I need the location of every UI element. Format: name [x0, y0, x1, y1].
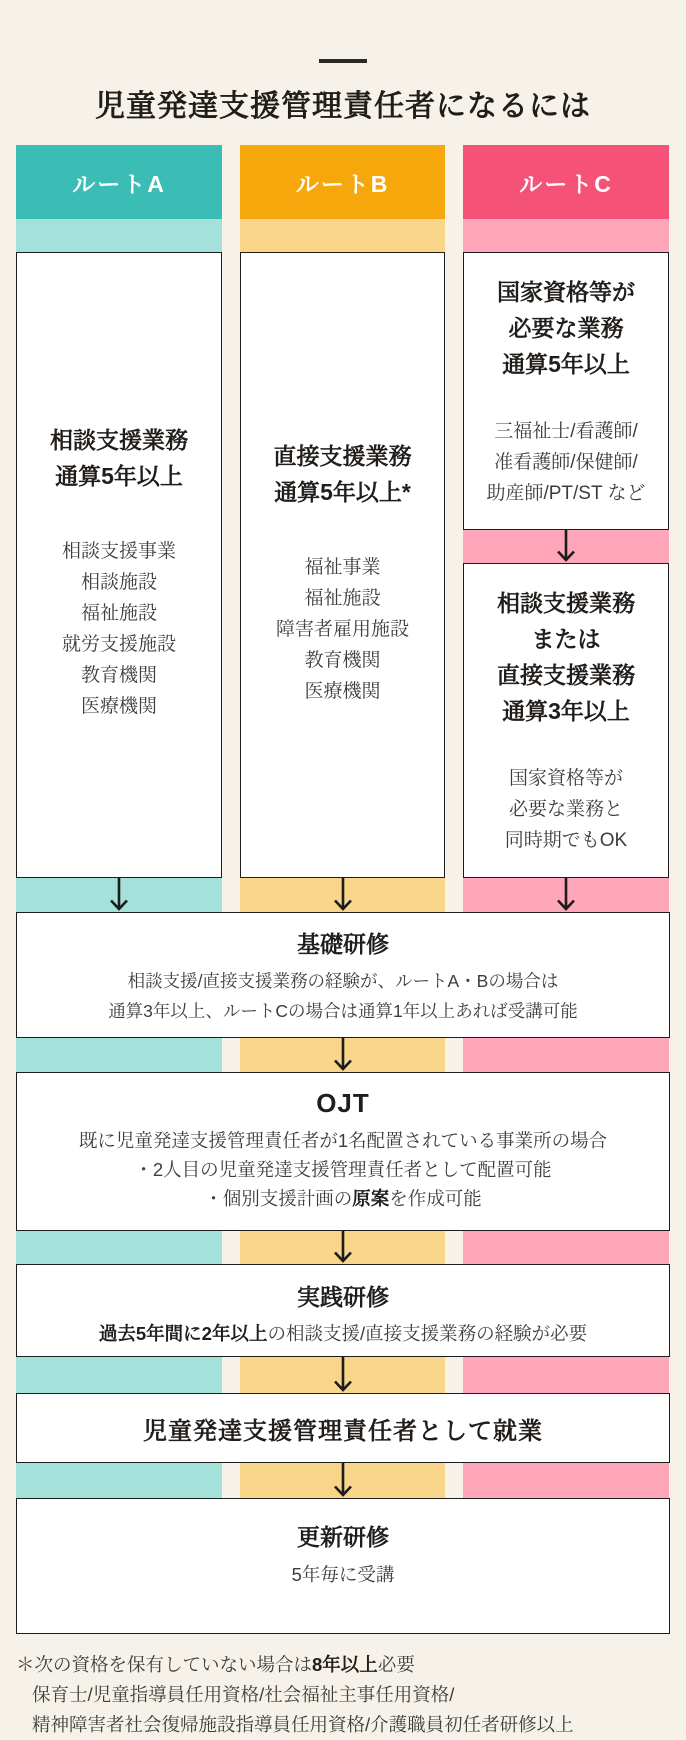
list-item: 福祉施設 [304, 587, 381, 609]
note-line: 同時期でもOK [504, 830, 628, 851]
text-segment: の相談支援/直接支援業務の経験が必要 [267, 1323, 588, 1344]
route-a-strip [16, 1357, 222, 1393]
route-c-box1-note [486, 416, 645, 509]
route-a-strip [16, 1038, 222, 1072]
step-title: OJT [316, 1088, 370, 1118]
body-line [17, 1155, 669, 1184]
route-a-title-line: 通算5年以上 [55, 463, 183, 489]
route-header-row [16, 145, 670, 219]
text-segment: 既に児童発達支援管理責任者が1名配置されている事業所の場合 [78, 1130, 608, 1151]
arrow-down-icon [332, 1357, 354, 1393]
list-item: 教育機関 [80, 665, 157, 686]
text-segment: ＊次の資格を保有していない場合は [16, 1654, 313, 1675]
body-line [17, 966, 669, 996]
connector-band [16, 1357, 670, 1393]
route-c-column [463, 219, 669, 912]
route-a-box [16, 252, 222, 878]
route-a-header [16, 145, 222, 219]
route-b-box [240, 252, 445, 878]
body-line [17, 996, 669, 1026]
arrow-down-icon [108, 878, 130, 912]
list-item: 医療機関 [304, 680, 381, 702]
route-c-title-line: 通算5年以上 [502, 350, 630, 377]
title-divider [319, 59, 367, 63]
route-c-title-line: 国家資格等が [497, 278, 635, 305]
route-b-title-line: 直接支援業務 [273, 442, 412, 469]
route-c-strip [463, 1231, 669, 1264]
route-c-title-line: 通算3年以上 [502, 698, 630, 724]
text-segment: ・個別支援計画の [204, 1188, 353, 1209]
route-a-strip [16, 1463, 222, 1498]
step-title: 児童発達支援管理責任者として就業 [143, 1417, 543, 1445]
text-segment: 必要 [377, 1654, 415, 1675]
text-segment: 相談支援/直接支援業務の経験が、ルートA・Bの場合は [127, 971, 559, 991]
route-a-list [62, 536, 176, 722]
route-c-box2-note [505, 763, 627, 856]
step-body [17, 966, 669, 1026]
body-line [17, 1561, 669, 1587]
route-c-title-line: または [531, 626, 601, 652]
footnote [16, 1650, 670, 1740]
route-a-column [16, 219, 222, 912]
page-title: 児童発達支援管理責任者になるには [95, 90, 591, 123]
step-title: 実践研修 [297, 1284, 389, 1310]
body-line [17, 1126, 669, 1155]
connector-band [16, 1463, 670, 1498]
list-item: 教育機関 [304, 649, 381, 671]
route-c-box-2 [463, 563, 669, 878]
route-c-label: ルートC [519, 170, 613, 197]
step-basic-training-box [16, 912, 670, 1038]
bold-segment: 8年以上 [312, 1654, 378, 1675]
arrow-down-icon [332, 1463, 354, 1498]
body-line [17, 1184, 669, 1213]
step-ojt-box [16, 1072, 670, 1231]
text-segment: 通算3年以上、ルートCの場合は通算1年以上あれば受講可能 [108, 1001, 578, 1021]
route-a-strip [16, 1231, 222, 1264]
bold-segment: 原案 [352, 1188, 390, 1209]
route-b-title-line: 通算5年以上* [274, 478, 411, 505]
note-line: 必要な業務と [508, 799, 623, 820]
list-item: 福祉事業 [304, 556, 381, 578]
route-c-strip [463, 1357, 669, 1393]
route-c-header [463, 145, 669, 219]
arrow-down-icon [332, 1038, 354, 1072]
footnote-line [16, 1650, 670, 1680]
arrow-down-icon [332, 878, 354, 912]
step-renewal-training-box [16, 1498, 670, 1634]
list-item: 就労支援施設 [61, 634, 176, 655]
list-item: 相談支援事業 [61, 541, 176, 562]
text-segment: ・2人目の児童発達支援管理責任者として配置可能 [134, 1159, 552, 1180]
footnote-line: 保育士/児童指導員任用資格/社会福祉主事任用資格/ [32, 1684, 455, 1705]
route-c-title-line: 必要な業務 [508, 314, 624, 341]
route-a-label: ルートA [72, 170, 166, 197]
route-c-box-1 [463, 252, 669, 530]
body-line [17, 1320, 669, 1346]
arrow-down-icon [555, 878, 577, 912]
text-segment: 5年毎に受講 [291, 1564, 395, 1585]
arrow-down-icon [555, 530, 577, 563]
route-c-box2-title [497, 585, 635, 729]
route-a-title-line: 相談支援業務 [50, 427, 188, 453]
route-b-header [240, 145, 445, 219]
step-body [17, 1320, 669, 1346]
list-item: 相談施設 [80, 572, 157, 593]
step-employment-box [16, 1393, 670, 1463]
route-a-box-title [50, 422, 188, 494]
list-item: 福祉施設 [80, 603, 157, 624]
note-line: 准看護師/保健師/ [494, 451, 638, 473]
step-title: 基礎研修 [297, 931, 389, 957]
arrow-down-icon [332, 1231, 354, 1264]
connector-band [16, 1231, 670, 1264]
route-c-box1-title [497, 274, 635, 382]
route-c-arrow-band [463, 530, 669, 563]
text-segment: を作成可能 [389, 1188, 482, 1209]
route-c-strip [463, 1038, 669, 1072]
route-b-label: ルートB [295, 170, 390, 197]
bold-segment: 過去5年間に2年以上 [98, 1323, 268, 1344]
route-c-strip [463, 1463, 669, 1498]
route-c-title-line: 直接支援業務 [497, 662, 635, 688]
step-title: 更新研修 [297, 1524, 389, 1550]
step-practical-training-box [16, 1264, 670, 1357]
route-b-box-title [274, 438, 412, 510]
connector-band [16, 1038, 670, 1072]
step-body [17, 1561, 669, 1587]
list-item: 医療機関 [80, 696, 157, 717]
footnote-line: 精神障害者社会復帰施設指導員任用資格/介護職員初任者研修以上 [32, 1714, 574, 1735]
content-area [16, 0, 670, 1740]
list-item: 障害者雇用施設 [275, 618, 409, 640]
route-c-title-line: 相談支援業務 [497, 590, 635, 616]
note-line: 助産師/PT/ST など [486, 482, 646, 504]
note-line: 国家資格等が [508, 768, 623, 789]
routes-columns [16, 219, 670, 912]
route-b-list [276, 552, 409, 707]
route-b-column [240, 219, 445, 912]
note-line: 三福祉士/看護師/ [494, 420, 638, 442]
step-body [17, 1126, 669, 1213]
